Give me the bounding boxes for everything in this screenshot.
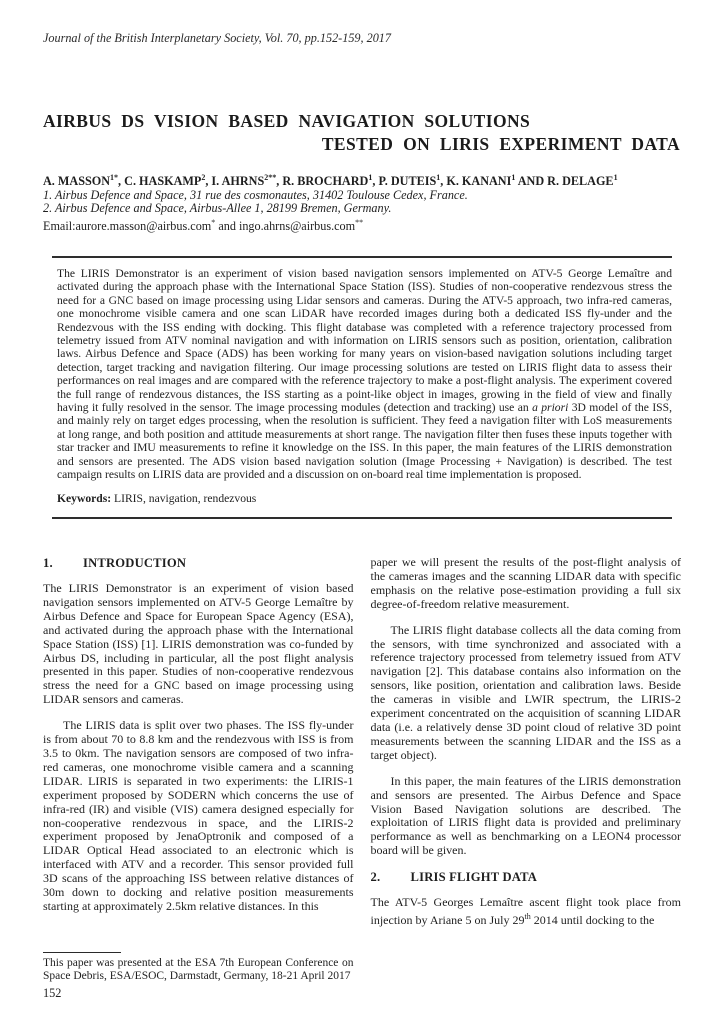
author-affil-mark: 1 [436, 173, 441, 182]
paragraph: The LIRIS flight database collects all the data coming from the sensors, with time synchronized and associated with a reference trajectory processed from telemetry issued from ATV navigation [2]. This database contains also information on the sensors, like position, orientation and calibration laws. Beside the cameras in visible and LWIR spectrum, the LIRIS-2 experiment concentrated on the acquisition of scanning LIDAR data (i.e. a relatively dense 3D point cloud of relative 3D point measurements between the scanning LIDAR and the ISS as a target object). [370, 622, 681, 762]
author-name: , I. AHRNS [205, 174, 265, 189]
section-1-heading [43, 556, 354, 571]
keywords-label: Keywords: [57, 491, 112, 505]
author-name: , K. KANANI [440, 174, 512, 189]
footnote-rule [43, 952, 121, 953]
title-line-2: TESTED ON LIRIS EXPERIMENT DATA [321, 134, 680, 154]
author-affil-mark: 2** [264, 173, 277, 182]
author-name: , P. DUTEIS [372, 174, 437, 189]
author-name: A. MASSON [43, 174, 111, 189]
paragraph-part: 2014 until docking to the [530, 913, 655, 928]
author-affil-mark: 1 [613, 173, 618, 182]
section-title: LIRIS FLIGHT DATA [410, 870, 538, 885]
section-title: INTRODUCTION [83, 556, 187, 570]
footnote [43, 950, 354, 984]
right-column [371, 556, 682, 984]
email-text: and ingo.ahrns@airbus.com [215, 218, 356, 233]
email-mark: ** [355, 217, 364, 227]
email-line [43, 216, 694, 234]
keywords-text: LIRIS, navigation, rendezvous [111, 491, 257, 505]
author-line [43, 171, 694, 189]
footnote-text: This paper was presented at the ESA 7th European Conference on Space Debris, ESA/ESOC, Darmstadt, Germany, 18-21 April 2017 [43, 956, 354, 983]
page-number: 152 [43, 986, 62, 1000]
abstract-section [52, 256, 672, 519]
title-line-1: AIRBUS DS VISION BASED NAVIGATION SOLUTIONS [43, 111, 531, 131]
affiliation-1: 1. Airbus Defence and Space, 31 rue des cosmonautes, 31402 Toulouse Cedex, France. [43, 187, 468, 202]
paragraph: paper we will present the results of the post-flight analysis of the cameras images and the scanning LIDAR data with specific emphasis on the relative pose-estimation providing a full six degree-of-freedom relative measurement. [370, 555, 681, 611]
email-text: Email:aurore.masson@airbus.com [43, 218, 212, 233]
abstract-italic-term: a priori [532, 401, 569, 415]
author-affil-mark: 2 [201, 173, 206, 182]
ordinal-superscript: th [524, 912, 531, 922]
paragraph: The LIRIS data is split over two phases. The ISS fly-under is from about 70 to 8.8 km and the rendezvous with ISS is from 3.5 to 0km. The navigation sensors are composed of two infra-red cameras, one monochrome visible camera and a scanning LIDAR. LIRIS is separated in two experiments: the LIRIS-1 experiment proposed by SODERN which concerns the use of infra-red (IR) and visible (VIS) camera designed especially for non-cooperative rendezvous in space, and the LIRIS-2 experiment proposed by JenaOptronik and composed of a LIDAR Optical Head associated to an electronic which is interfaced with ATV and a recorder. This sensor provided full 3D scans of the approaching ISS between relative distances of 30m down to docking and relative position measurements starting at approximately 2.5km relative distances. In this [43, 718, 354, 913]
author-affil-mark: 1 [511, 173, 516, 182]
left-column [43, 556, 354, 984]
section-number: 1. [43, 556, 53, 570]
body-columns [43, 556, 681, 984]
byline-block [43, 171, 694, 234]
author-affil-mark: 1 [368, 173, 373, 182]
author-name: , R. BROCHARD [276, 174, 369, 189]
affiliation-2: 2. Airbus Defence and Space, Airbus-Allee 1, 28199 Bremen, Germany. [43, 201, 392, 216]
abstract-part: The LIRIS Demonstrator is an experiment of vision based navigation sensors implemented on ATV-5 George Lemaître and activated during the approach phase with the International Space Station (ISS). Studies of non-cooperative rendezvous stress the need for a GNC based on image processing using Lidar sensors and cameras. During the ATV-5 approach, two infra-red cameras, one monochrome visible camera and one scan LiDAR have recorded images during both a dedicated ISS fly-under and the Rendezvous with the ISS ending with docking. This flight database was completed with a reference trajectory processed from telemetry issued from ATV nominal navigation and with information on LIRIS sensors such as position, orientation, calibration laws. Airbus Defence and Space (ADS) has been working for many years on vision-based navigation solutions including target detection, target tracking and navigation filtering. Our image processing solutions are tested on LIRIS flight data to assess their performances on real images and are compared with the reference trajectory to make a post-flight analysis. The experiment covered the full range of rendezvous distances, the ISS starting as a point-like object in images, growing in the field of view and finally having it fully resolved in the sensor. The image processing modules (detection and tracking) use an [57, 267, 672, 415]
email-mark: * [211, 217, 216, 227]
abstract-part: 3D model of the ISS, and mainly rely on target edges processing, when the resolution is sufficient. They feed a navigation filter with LoS measurements at long range, and both position and attitude measurements at short range. The navigation filter then fuses these inputs together with star tracker and IMU measurements to refine it knowledge on the ISS. In this paper, the main features of the LIRIS demonstration and sensors are presented. The ADS vision based navigation solution (Image Processing + Navigation) is described. The test campaign results on LIRIS data are provided and a discussion on on-board real time implementation is proposed. [57, 401, 672, 482]
author-name: AND R. DELAGE [515, 174, 614, 189]
paragraph: In this paper, the main features of the LIRIS demonstration and sensors are presented. The Airbus Defence and Space Vision Based Navigation solutions are described. The exploitation of LIRIS flight data is provided and preliminary performance as well as benchmarking on a LEON4 processor board will be given. [370, 773, 681, 858]
paragraph [371, 896, 682, 928]
section-2-heading [371, 870, 682, 885]
paper-title [43, 110, 680, 156]
journal-header: Journal of the British Interplanetary Society, Vol. 70, pp.152-159, 2017 [43, 31, 391, 45]
paragraph: The LIRIS Demonstrator is an experiment of vision based navigation sensors implemented on ATV-5 George Lemaître by Airbus Defence and Space for European Space Agency (ESA), and activated during the approach phase with the International Space Station (ISS) [1]. LIRIS demonstration was co-funded by Airbus DS, including in particular, all the post flight analysis presented in this paper. Studies of non-cooperative rendezvous stress the need for a GNC based on image processing using LIDAR sensors and cameras. [43, 581, 354, 707]
section-number: 2. [370, 870, 381, 885]
keywords-line [52, 492, 672, 505]
paragraph-part: The ATV-5 Georges Lemaître ascent flight took place from injection by Ariane 5 on July 29 [370, 895, 681, 928]
abstract-text [52, 267, 672, 482]
author-name: , C. HASKAMP [118, 174, 202, 189]
author-affil-mark: 1* [110, 173, 119, 182]
